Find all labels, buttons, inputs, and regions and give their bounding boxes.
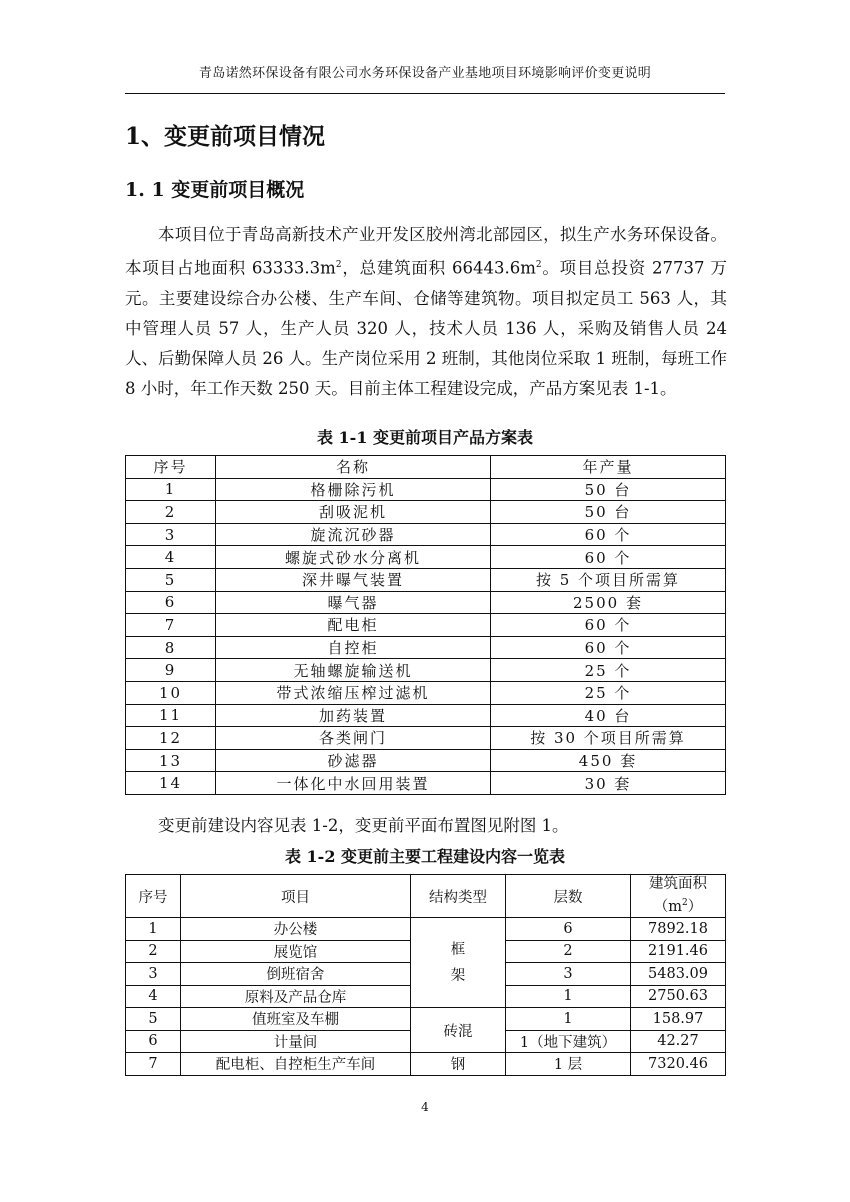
header-cell: 年产量	[491, 456, 726, 479]
table-row	[126, 591, 726, 614]
header-cell: 结构类型	[411, 875, 506, 918]
para-text-2: ，总建筑面积 66443.6m	[341, 258, 536, 278]
section-heading: 1、变更前项目情况	[125, 123, 326, 150]
header-cell: 序号	[126, 875, 181, 918]
table-row	[126, 772, 726, 795]
structure-text: 框	[450, 941, 466, 958]
subsection-heading: 1. 1 变更前项目概况	[125, 179, 305, 201]
cell-no: 5	[126, 1008, 181, 1031]
structure-text: 架	[450, 967, 466, 984]
cell-annual-output: 30 套	[491, 772, 726, 795]
cell-item: 值班室及车棚	[181, 1008, 411, 1031]
cell-item: 倒班宿舍	[181, 963, 411, 986]
cell-product-name: 刮吸泥机	[216, 501, 491, 524]
cell-floors: 1 层	[506, 1053, 631, 1076]
area-unit-close: ）	[687, 898, 703, 915]
cell-area: 158.97	[631, 1008, 726, 1031]
superscript: 2	[535, 260, 542, 270]
superscript: 2	[682, 898, 688, 909]
cell-no: 10	[126, 681, 216, 704]
cell-annual-output: 50 台	[491, 501, 726, 524]
cell-floors: 1	[506, 1008, 631, 1031]
cell-structure-steel: 钢	[411, 1053, 506, 1076]
cell-no: 6	[126, 591, 216, 614]
cell-annual-output: 25 个	[491, 659, 726, 682]
cell-no: 6	[126, 1030, 181, 1053]
cell-product-name: 无轴螺旋输送机	[216, 659, 491, 682]
cell-annual-output: 按 30 个项目所需算	[491, 727, 726, 750]
cell-area: 5483.09	[631, 963, 726, 986]
table-row	[126, 523, 726, 546]
cell-product-name: 旋流沉砂器	[216, 523, 491, 546]
cell-area: 7892.18	[631, 918, 726, 941]
cell-no: 5	[126, 568, 216, 591]
cell-floors: 1（地下建筑）	[506, 1030, 631, 1053]
cell-item: 展览馆	[181, 940, 411, 963]
header-cell: 名称	[216, 456, 491, 479]
header-cell-area	[631, 875, 726, 918]
table-row	[126, 704, 726, 727]
project-overview-paragraph	[125, 220, 727, 404]
table-row	[126, 636, 726, 659]
cell-no: 2	[126, 940, 181, 963]
superscript: 2	[335, 260, 342, 270]
cell-product-name: 一体化中水回用装置	[216, 772, 491, 795]
cell-item: 原料及产品仓库	[181, 985, 411, 1008]
page-number: 4	[421, 1100, 429, 1114]
area-header-line2	[654, 899, 702, 915]
cell-structure-frame	[411, 918, 506, 1008]
para-text-3: 。项目总投资 27737 万元。主要建设综合办公楼、生产车间、仓储等建筑物。项目拟定员工 563 人，其中管理人员 57 人，生产人员 320 人，技术人员 136 人，采购及销售人员 24 人、后勤保障人员 26 人。生产岗位采用 2 班制，其他岗位采取 1 班制，每班工作 8 小时，年工作天数 250 天。目前主体工程建设完成，产品方案见表 1-1。	[125, 258, 728, 398]
cell-product-name: 加药装置	[216, 704, 491, 727]
cell-no: 13	[126, 749, 216, 772]
table-row	[126, 749, 726, 772]
cell-no: 4	[126, 985, 181, 1008]
construction-content-table	[125, 874, 726, 1076]
cell-no: 2	[126, 501, 216, 524]
cell-product-name: 格栅除污机	[216, 478, 491, 501]
cell-product-name: 配电柜	[216, 614, 491, 637]
table-row	[126, 614, 726, 637]
cell-no: 3	[126, 963, 181, 986]
cell-floors: 3	[506, 963, 631, 986]
cell-no: 3	[126, 523, 216, 546]
header-cell: 项目	[181, 875, 411, 918]
area-unit: （m	[653, 898, 682, 915]
product-plan-table	[125, 455, 726, 795]
area-header-line1: 建筑面积	[649, 876, 707, 893]
table-row	[126, 681, 726, 704]
table-row	[126, 659, 726, 682]
cell-product-name: 深井曝气装置	[216, 568, 491, 591]
cell-annual-output: 60 个	[491, 546, 726, 569]
table-row	[126, 501, 726, 524]
cell-no: 4	[126, 546, 216, 569]
cell-item: 配电柜、自控柜生产车间	[181, 1053, 411, 1076]
table2-caption: 表 1-2 变更前主要工程建设内容一览表	[284, 847, 566, 866]
cell-no: 12	[126, 727, 216, 750]
table-header-row	[126, 875, 726, 918]
para-text-1: 本项目位于青岛高新技术产业开发区胶州湾北部园区，拟生产水务环保设备。本项目占地面积 63333.3m	[125, 225, 727, 278]
cell-annual-output: 40 台	[491, 704, 726, 727]
cell-structure-brick: 砖混	[411, 1008, 506, 1053]
cell-area: 2750.63	[631, 985, 726, 1008]
cell-product-name: 自控柜	[216, 636, 491, 659]
cell-item: 办公楼	[181, 918, 411, 941]
cell-product-name: 各类闸门	[216, 727, 491, 750]
table-row	[126, 1008, 726, 1031]
cell-product-name: 螺旋式砂水分离机	[216, 546, 491, 569]
cell-product-name: 带式浓缩压榨过滤机	[216, 681, 491, 704]
cell-item: 计量间	[181, 1030, 411, 1053]
table-row	[126, 546, 726, 569]
cell-annual-output: 60 个	[491, 614, 726, 637]
cell-no: 7	[126, 614, 216, 637]
table1-caption: 表 1-1 变更前项目产品方案表	[316, 428, 534, 447]
header-cell: 层数	[506, 875, 631, 918]
cell-annual-output: 60 个	[491, 636, 726, 659]
cell-floors: 2	[506, 940, 631, 963]
cell-no: 7	[126, 1053, 181, 1076]
table-row	[126, 918, 726, 941]
cell-area: 7320.46	[631, 1053, 726, 1076]
cell-no: 1	[126, 918, 181, 941]
table-row	[126, 1053, 726, 1076]
cell-area: 42.27	[631, 1030, 726, 1053]
cell-annual-output: 25 个	[491, 681, 726, 704]
table-row	[126, 478, 726, 501]
cell-annual-output: 按 5 个项目所需算	[491, 568, 726, 591]
header-cell: 序号	[126, 456, 216, 479]
cell-no: 1	[126, 478, 216, 501]
cell-no: 11	[126, 704, 216, 727]
cell-no: 9	[126, 659, 216, 682]
cell-annual-output: 450 套	[491, 749, 726, 772]
table-reference-paragraph: 变更前建设内容见表 1-2，变更前平面布置图见附图 1。	[158, 816, 569, 835]
cell-annual-output: 60 个	[491, 523, 726, 546]
header-rule	[125, 93, 725, 94]
table-row	[126, 568, 726, 591]
table-row	[126, 727, 726, 750]
table-header-row	[126, 456, 726, 479]
cell-product-name: 曝气器	[216, 591, 491, 614]
running-header: 青岛诺然环保设备有限公司水务环保设备产业基地项目环境影响评价变更说明	[198, 66, 652, 81]
cell-area: 2191.46	[631, 940, 726, 963]
cell-floors: 1	[506, 985, 631, 1008]
cell-annual-output: 50 台	[491, 478, 726, 501]
cell-annual-output: 2500 套	[491, 591, 726, 614]
cell-floors: 6	[506, 918, 631, 941]
cell-no: 14	[126, 772, 216, 795]
cell-no: 8	[126, 636, 216, 659]
cell-product-name: 砂滤器	[216, 749, 491, 772]
